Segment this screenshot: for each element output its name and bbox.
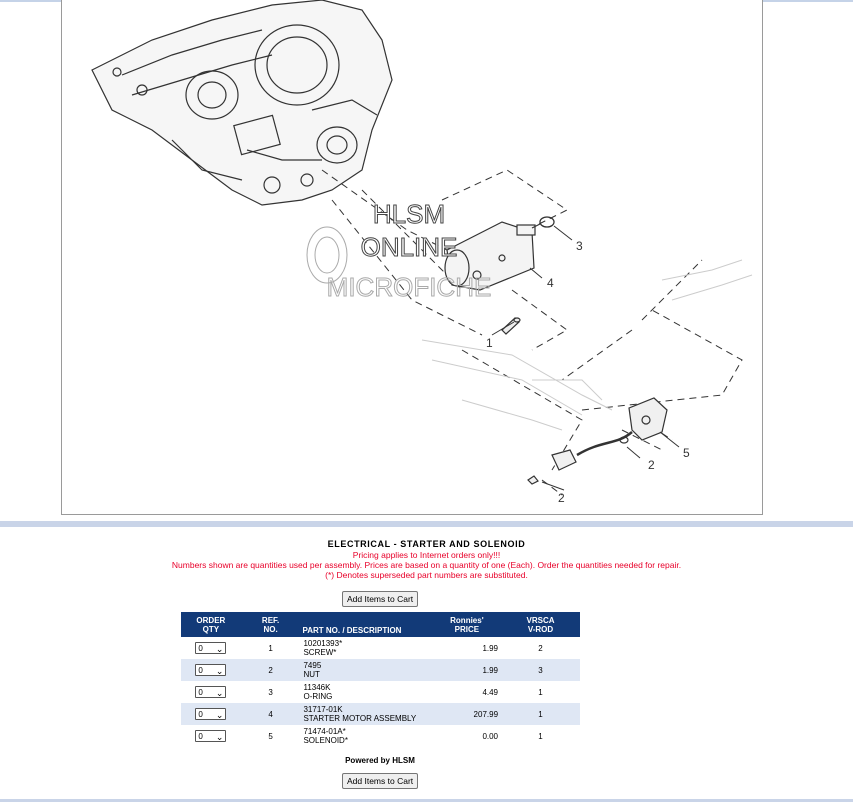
- part-number: 10201393*: [303, 639, 343, 648]
- part-description: NUT: [303, 670, 320, 679]
- chevron-down-icon: ⌄: [215, 710, 224, 720]
- price-cell: 207.99: [433, 703, 501, 725]
- header-price-line2: PRICE: [454, 624, 480, 634]
- table-row: [181, 681, 580, 703]
- ref-cell: 2: [241, 659, 301, 681]
- callout-labels: [486, 239, 690, 505]
- qty-select[interactable]: [195, 664, 226, 676]
- header-model-line2: V-ROD: [527, 624, 554, 634]
- part-description: STARTER MOTOR ASSEMBLY: [303, 714, 417, 723]
- qty-value: 0: [198, 688, 203, 697]
- quantity-note: Numbers shown are quantities used per assembly. Prices are based on a quantity of one (Each). Order the quantities needed for repair.: [171, 560, 682, 570]
- qty-value: 0: [198, 732, 203, 741]
- header-ref-line1: REF.: [261, 615, 280, 625]
- header-ref-line2: NO.: [263, 624, 278, 634]
- qty-cell: [181, 637, 241, 659]
- ref-cell: 3: [268, 687, 273, 697]
- qty-value: 0: [198, 710, 203, 719]
- qty-select[interactable]: [195, 686, 226, 698]
- part-description: SOLENOID*: [303, 736, 348, 745]
- price-cell: 0.00: [482, 731, 499, 741]
- model-qty-cell: 1: [501, 703, 580, 725]
- chevron-down-icon: ⌄: [215, 666, 224, 676]
- chevron-down-icon: ⌄: [215, 688, 224, 698]
- part-number: 11346K: [303, 683, 331, 692]
- description-cell: [300, 703, 432, 725]
- header-price-line1: Ronnies': [450, 615, 484, 625]
- header-model: [501, 612, 580, 637]
- description-cell: [300, 681, 432, 703]
- qty-cell: [181, 659, 241, 681]
- model-qty-cell: 1: [538, 731, 543, 741]
- pricing-note: Pricing applies to Internet orders only!!!: [352, 550, 501, 560]
- qty-select[interactable]: [195, 708, 226, 720]
- callout-2b: 2: [558, 491, 565, 505]
- callout-4: 4: [547, 276, 554, 290]
- qty-value: 0: [198, 666, 203, 675]
- solenoid-illustration: [528, 398, 667, 484]
- qty-select[interactable]: [195, 642, 226, 654]
- qty-cell: [181, 703, 241, 725]
- crankcase-illustration: [92, 0, 392, 205]
- part-number: 71474-01A*: [303, 727, 346, 736]
- powered-by-label: Powered by HLSM: [345, 756, 415, 765]
- part-description: SCREW*: [303, 648, 337, 657]
- description-cell: [300, 637, 432, 659]
- price-cell: 1.99: [433, 659, 501, 681]
- chevron-down-icon: ⌄: [215, 644, 224, 654]
- header-order-qty: [181, 612, 241, 637]
- header-order-qty-line1: ORDER: [196, 615, 226, 625]
- watermark-line-1: HLSM: [372, 199, 446, 229]
- chevron-down-icon: ⌄: [215, 732, 224, 742]
- callout-3: 3: [576, 239, 583, 253]
- qty-cell: [181, 681, 241, 703]
- watermark-line-3: MICROFICHE: [326, 272, 492, 302]
- callout-2a: 2: [648, 458, 655, 472]
- description-cell: [300, 725, 432, 747]
- header-ref-no: [241, 612, 301, 637]
- header-part-description: PART NO. / DESCRIPTION: [300, 612, 432, 637]
- ref-cell: 4: [241, 703, 301, 725]
- header-order-qty-line2: QTY: [202, 624, 220, 634]
- table-row: [181, 659, 580, 681]
- screw-illustration: [502, 318, 520, 334]
- parts-diagram: [61, 0, 763, 515]
- header-price: [433, 612, 501, 637]
- section-header: [0, 539, 853, 580]
- ref-cell: 1: [268, 643, 273, 653]
- ref-cell: 5: [268, 731, 273, 741]
- add-items-to-cart-button-bottom[interactable]: Add Items to Cart: [342, 773, 418, 789]
- part-number: 31717-01K: [303, 705, 343, 714]
- part-description: O-RING: [303, 692, 333, 701]
- model-qty-cell: 2: [538, 643, 543, 653]
- price-cell: 4.49: [482, 687, 499, 697]
- table-row: [181, 703, 580, 725]
- qty-select[interactable]: [195, 730, 226, 742]
- description-cell: [300, 659, 432, 681]
- table-row: [181, 637, 580, 659]
- table-row: [181, 725, 580, 747]
- header-model-line1: VRSCA: [526, 615, 555, 625]
- parts-table: [181, 612, 580, 747]
- qty-value: 0: [198, 644, 203, 653]
- part-number: 7495: [303, 661, 322, 670]
- callout-5: 5: [683, 446, 690, 460]
- model-qty-cell: 1: [538, 687, 543, 697]
- price-cell: 1.99: [482, 643, 499, 653]
- qty-cell: [181, 725, 241, 747]
- watermark-line-2: ONLINE: [360, 232, 458, 262]
- add-items-to-cart-button-top[interactable]: Add Items to Cart: [342, 591, 418, 607]
- callout-1: 1: [486, 336, 493, 350]
- superseded-note: (*) Denotes superseded part numbers are substituted.: [325, 570, 528, 580]
- section-divider: [0, 521, 853, 527]
- exploded-view-drawing: [62, 0, 762, 514]
- page-title: ELECTRICAL - STARTER AND SOLENOID: [327, 539, 526, 549]
- table-header-row: [181, 612, 580, 637]
- model-qty-cell: 3: [501, 659, 580, 681]
